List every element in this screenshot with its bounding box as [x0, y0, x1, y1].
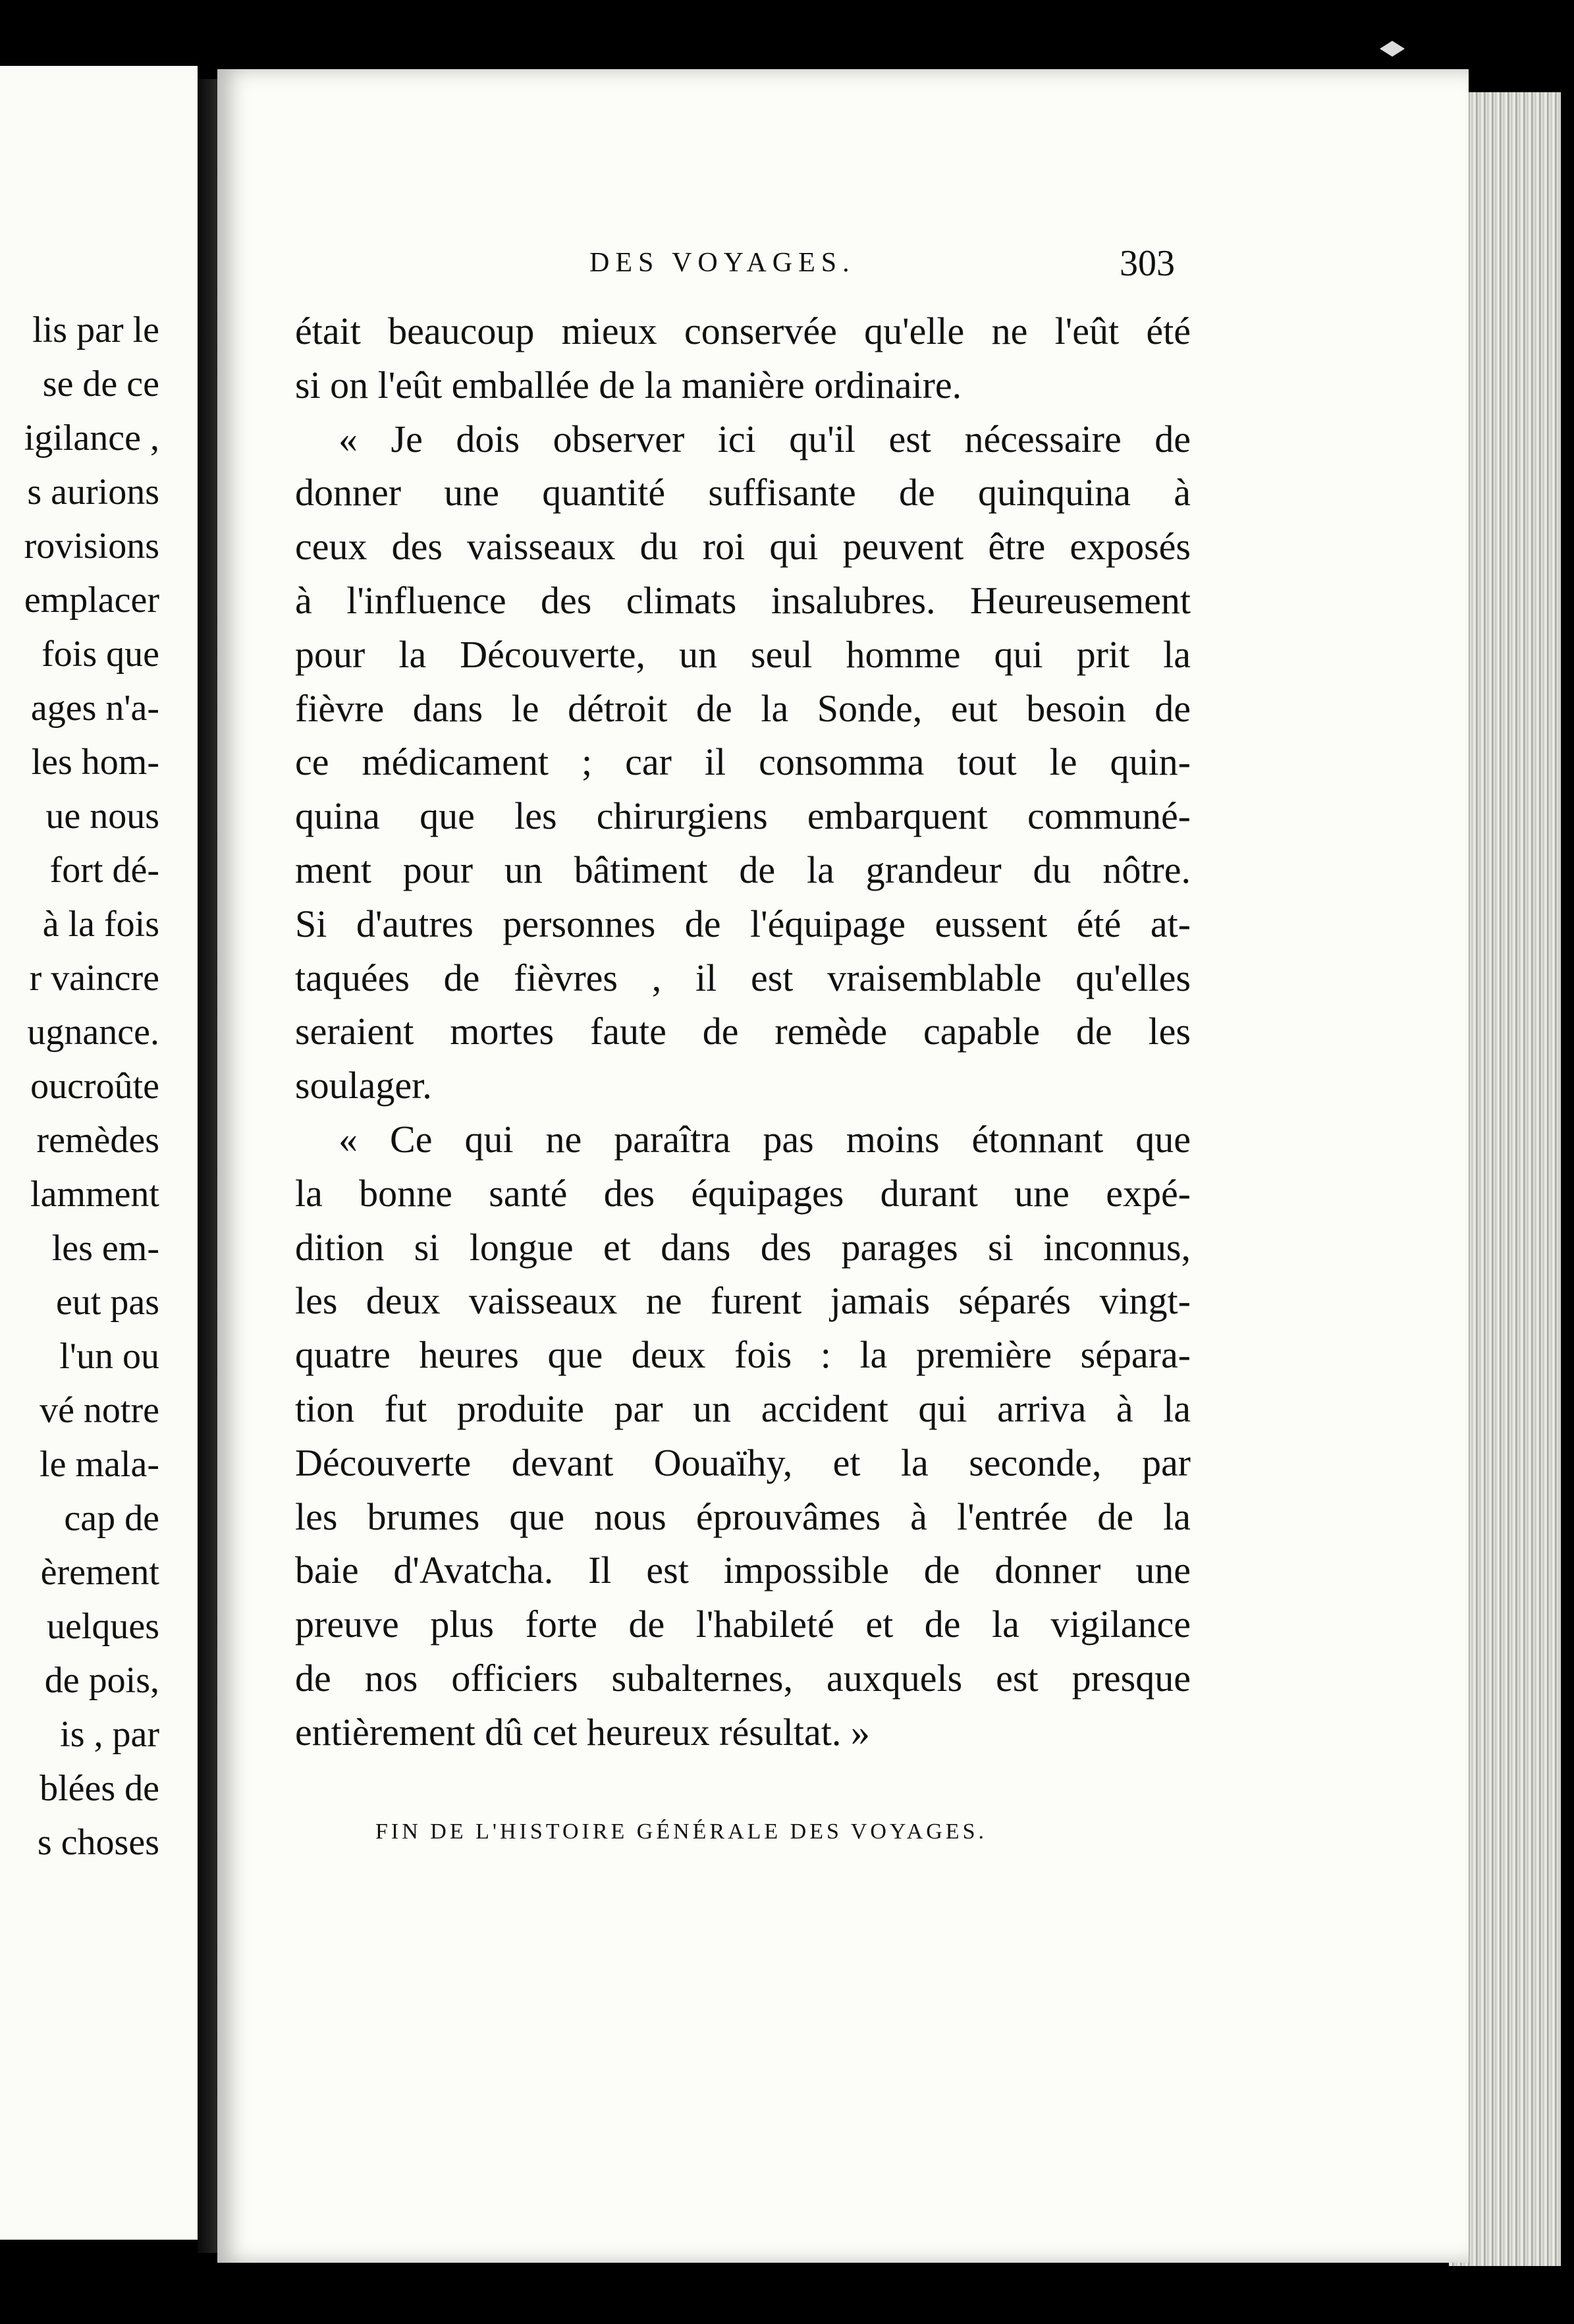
colophon: FIN DE L'HISTOIRE GÉNÉRALE DES VOYAGES. [375, 1819, 987, 1844]
left-line: fort dé- [49, 850, 159, 891]
left-line: ugnance. [27, 1012, 159, 1053]
text-line: si on l'eût emballée de la manière ordinaire. [295, 363, 962, 406]
body-text [295, 304, 1191, 1759]
left-line: èrement [40, 1552, 159, 1593]
text-line: fièvre dans le détroit de la Sonde, eut besoin de [295, 686, 1191, 730]
left-line: s aurions [27, 472, 159, 512]
left-line: uelques [46, 1606, 159, 1647]
text-line: « Je dois observer ici qu'il est nécessaire de [339, 417, 1191, 460]
text-line: ceux des vaisseaux du roi qui peuvent être exposés [295, 525, 1191, 568]
left-line: eut pas [55, 1282, 159, 1323]
left-line: emplacer [24, 580, 159, 621]
left-line: lis par le [32, 310, 159, 350]
left-line: vé notre [40, 1390, 159, 1431]
left-line: fois que [41, 634, 159, 675]
left-line: rovisions [24, 526, 159, 567]
left-line: ages n'a- [30, 688, 159, 729]
text-line: baie d'Avatcha. Il est impossible de donner une [295, 1549, 1191, 1592]
left-line: remèdes [36, 1120, 159, 1161]
left-line: le mala- [40, 1444, 159, 1485]
text-line: donner une quantité suffisante de quinquina à [295, 471, 1191, 514]
text-line: entièrement dû cet heureux résultat. » [295, 1710, 870, 1754]
text-line: les brumes que nous éprouvâmes à l'entrée de la [295, 1495, 1191, 1538]
text-line: les deux vaisseaux ne furent jamais séparés vingt- [295, 1279, 1191, 1323]
running-head: DES VOYAGES. [589, 248, 855, 278]
text-line: Si d'autres personnes de l'équipage eussent été at- [295, 902, 1191, 945]
left-line: les hom- [31, 742, 159, 783]
text-line: la bonne santé des équipages durant une expé- [295, 1171, 1191, 1215]
text-line: seraient mortes faute de remède capable de les [295, 1010, 1191, 1053]
page-number: 303 [1120, 243, 1175, 284]
text-line: ce médicament ; car il consomma tout le quin- [295, 740, 1191, 784]
text-line: dition si longue et dans des parages si inconnus, [295, 1225, 1191, 1269]
text-line: à l'influence des climats insalubres. Heureusement [295, 578, 1191, 622]
left-line: oucroûte [30, 1066, 159, 1107]
left-page-text [0, 303, 191, 1869]
text-line: quina que les chirurgiens embarquent communé- [295, 794, 1191, 838]
left-line: lamment [30, 1174, 159, 1215]
left-line: à la fois [42, 904, 159, 945]
text-line: était beaucoup mieux conservée qu'elle ne l'eût été [295, 310, 1191, 352]
left-line: igilance , [24, 418, 159, 458]
text-line: ment pour un bâtiment de la grandeur du nôtre. [295, 848, 1191, 891]
left-line: de pois, [44, 1660, 159, 1701]
text-line: preuve plus forte de l'habileté et de la vigilance [295, 1603, 1191, 1646]
text-line: quatre heures que deux fois : la première sépara- [295, 1333, 1191, 1377]
scan-speck [1380, 41, 1405, 57]
text-line: soulager. [295, 1064, 432, 1107]
left-line: blées de [40, 1768, 159, 1809]
left-line: les em- [51, 1228, 159, 1269]
left-line: is , par [60, 1714, 159, 1755]
text-line: Découverte devant Oouaïhy, et la seconde, par [295, 1441, 1191, 1484]
text-line: taquées de fièvres , il est vraisemblable qu'elles [295, 956, 1191, 999]
text-line: de nos officiers subalternes, auxquels est presque [295, 1656, 1191, 1700]
left-line: r vaincre [29, 958, 159, 999]
left-line: se de ce [42, 364, 159, 404]
left-line: s choses [37, 1822, 159, 1863]
left-line: ue nous [45, 796, 159, 837]
left-line: cap de [64, 1498, 159, 1539]
text-line: pour la Découverte, un seul homme qui prit la [295, 632, 1191, 676]
text-line: « Ce qui ne paraîtra pas moins étonnant que [339, 1117, 1191, 1161]
left-line: l'un ou [59, 1336, 159, 1377]
text-line: tion fut produite par un accident qui arriva à la [295, 1387, 1191, 1430]
left-facing-page [0, 66, 198, 2240]
